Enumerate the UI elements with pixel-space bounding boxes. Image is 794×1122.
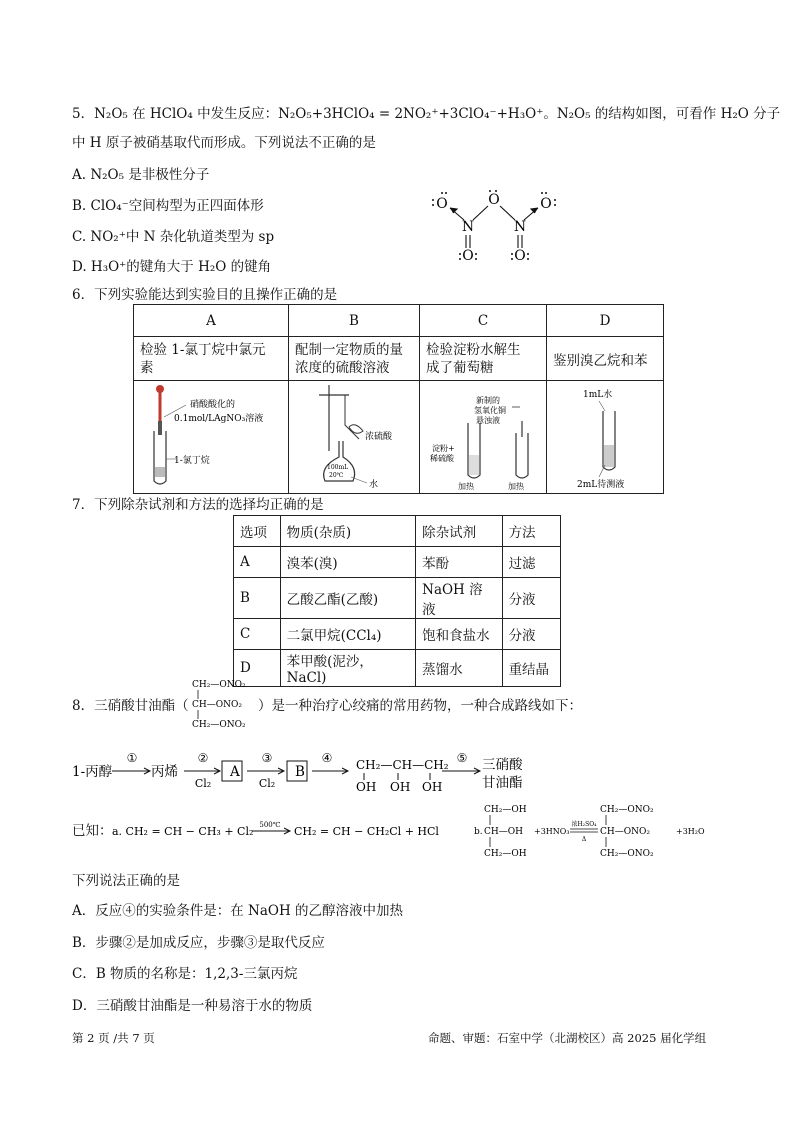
svg-text:⑤: ⑤: [456, 751, 468, 765]
footer-credit: 命题、审题：石室中学（北湖校区）高 2025 届化学组: [428, 1031, 707, 1045]
svg-text:CH₂—ONO₂: CH₂—ONO₂: [192, 720, 246, 730]
q7-stem: 7．下列除杂试剂和方法的选择均正确的是: [72, 497, 324, 513]
q8-option-c: C．B 物质的名称是：1,2,3-三氯丙烷: [72, 966, 298, 982]
q6-purpose-a: 检验 1-氯丁烷中氯元 素: [134, 337, 289, 381]
q7-header-substance: 物质(杂质): [280, 516, 416, 547]
atom-o-left: O: [436, 196, 448, 212]
atom-o-bottom-right: O: [514, 248, 526, 264]
svg-text:CH₂—OH: CH₂—OH: [484, 849, 527, 859]
q5-option-c: C. NO₂⁺中 N 杂化轨道类型为 sp: [72, 229, 275, 245]
svg-text:b.: b.: [474, 827, 483, 837]
q8-option-d: D．三硝酸甘油酯是一种易溶于水的物质: [72, 998, 313, 1014]
svg-text:CH—ONO₂: CH—ONO₂: [600, 827, 650, 837]
q6-header-d: D: [547, 305, 664, 337]
figc-label1: 新制的: [476, 396, 500, 405]
footer-page-number: 第 2 页 /共 7 页: [72, 1031, 155, 1045]
svg-text:CH₂—ONO₂: CH₂—ONO₂: [600, 805, 654, 815]
svg-text:CH₂—ONO₂: CH₂—ONO₂: [192, 680, 246, 690]
svg-text:CH—ONO₂: CH—ONO₂: [192, 700, 242, 710]
q6-header-b: B: [289, 305, 420, 337]
svg-text:CH₂—OH: CH₂—OH: [484, 805, 527, 815]
q8-ask: 下列说法正确的是: [72, 873, 180, 889]
figb-label3: 20℃: [329, 472, 344, 479]
svg-text:④: ④: [321, 751, 333, 765]
figc-label3: 悬浊液: [476, 416, 500, 425]
svg-text:③: ③: [261, 751, 273, 765]
figd-label1: 1mL水: [583, 390, 613, 400]
svg-text:+3HNO₃: +3HNO₃: [534, 827, 570, 836]
q6-header-c: C: [420, 305, 547, 337]
table-row: D 苯甲酸(泥沙，NaCl) 蒸馏水 重结晶: [234, 650, 561, 687]
q7-table: [233, 515, 561, 687]
svg-text:Cl₂: Cl₂: [194, 777, 212, 790]
q7-header-option: 选项: [234, 516, 281, 547]
svg-text:CH₂—ONO₂: CH₂—ONO₂: [600, 849, 654, 859]
q6-figure-a: [134, 381, 289, 494]
svg-text:②: ②: [197, 751, 209, 765]
known-reaction-a: [112, 818, 442, 844]
q5-option-b: B. ClO₄⁻空间构型为正四面体形: [72, 198, 264, 214]
q8-option-a: A．反应④的实验条件是：在 NaOH 的乙醇溶液中加热: [72, 903, 404, 919]
svg-text:+3H₂O: +3H₂O: [676, 827, 705, 836]
q5-stem-line1: 5．N₂O₅ 在 HClO₄ 中发生反应：N₂O₅+3HClO₄ = 2NO₂⁺+3ClO₄⁻+H₃O⁺。N₂O₅ 的结构如图，可看作 H₂O 分子: [72, 106, 781, 122]
q5-stem-line2: 中 H 原子被硝基取代而形成。下列说法不正确的是: [72, 135, 376, 151]
figc-label4: 淀粉+: [432, 444, 455, 453]
atom-o-bottom-left: O: [462, 248, 474, 264]
figc-label7: 加热: [508, 482, 524, 491]
q7-header-reagent: 除杂试剂: [416, 516, 502, 547]
figc-label6: 加热: [458, 482, 474, 491]
figb-label2: 100mL: [327, 464, 349, 471]
table-row: A 溴苯(溴) 苯酚 过滤: [234, 547, 561, 578]
q5-option-d: D. H₃O⁺的键角大于 H₂O 的键角: [72, 259, 272, 275]
q6-purpose-c: 检验淀粉水解生 成了葡萄糖: [420, 337, 547, 381]
q6-figure-b: [289, 381, 420, 494]
q8-option-b: B．步骤②是加成反应，步骤③是取代反应: [72, 935, 325, 951]
atom-o-right: O: [540, 196, 552, 212]
q6-purpose-d: 鉴别溴乙烷和苯: [547, 337, 664, 381]
q6-figure-c: [420, 381, 547, 494]
route-box-a-label: A: [230, 764, 240, 780]
q6-header-a: A: [134, 305, 289, 337]
atom-n-right: N: [513, 219, 527, 235]
known-label: 已知：: [72, 823, 113, 839]
figa-label2: 0.1mol/LAgNO₃溶液: [174, 414, 264, 424]
route-box-b-label: B: [295, 764, 305, 780]
svg-text:Cl₂: Cl₂: [258, 777, 276, 790]
q8-stem-end: ）是一种治疗心绞痛的常用药物，一种合成路线如下：: [258, 698, 582, 714]
route-propene: 丙烯: [151, 764, 178, 780]
route-product-line1: 三硝酸: [482, 757, 523, 773]
table-row: B 乙酸乙酯(乙酸) NaOH 溶液 分液: [234, 578, 561, 619]
atom-n-left: N: [461, 219, 475, 235]
route-start: 1-丙醇: [72, 764, 113, 780]
figb-label1: 浓硫酸: [365, 432, 393, 442]
q6-purpose-b: 配制一定物质的量 浓度的硫酸溶液: [289, 337, 420, 381]
figc-label2: 氢氧化铜: [474, 406, 506, 415]
q6-figure-d: [547, 381, 664, 494]
svg-text:CH—OH: CH—OH: [484, 827, 523, 837]
n2o5-structure: [428, 188, 568, 266]
q7-header-method: 方法: [502, 516, 560, 547]
figd-label2: 2mL待测液: [577, 480, 625, 490]
q8-stem-start: 8．三硝酸甘油酯（: [72, 698, 189, 714]
svg-text:OH: OH: [390, 780, 411, 794]
q6-stem: 6．下列实验能达到实验目的且操作正确的是: [72, 287, 338, 303]
svg-text:OH: OH: [356, 780, 377, 794]
route-product-line2: 甘油酯: [482, 775, 523, 791]
figa-label3: 1-氯丁烷: [174, 456, 210, 466]
svg-text:OH: OH: [422, 780, 443, 794]
figa-label1: 硝酸酸化的: [190, 400, 236, 410]
q6-table: [133, 304, 664, 494]
svg-text:浓H₂SO₄: 浓H₂SO₄: [571, 821, 597, 828]
route-glycerol: CH₂—CH—CH₂: [356, 758, 449, 772]
svg-text:①: ①: [126, 751, 138, 765]
svg-text:Δ: Δ: [581, 836, 587, 843]
table-row: C 二氯甲烷(CCl₄) 饱和食盐水 分液: [234, 619, 561, 650]
svg-text:500℃: 500℃: [259, 821, 281, 829]
q8-synthesis-route: [72, 748, 542, 794]
figc-label5: 稀硫酸: [430, 454, 454, 463]
figb-label4: 水: [369, 480, 379, 490]
svg-text:a. CH₂ = CH − CH₃ + Cl₂: a. CH₂ = CH − CH₃ + Cl₂: [112, 825, 254, 838]
known-reaction-b: [468, 800, 712, 862]
q5-option-a: A. N₂O₅ 是非极性分子: [72, 167, 210, 183]
svg-text:CH₂ = CH − CH₂Cl + HCl: CH₂ = CH − CH₂Cl + HCl: [294, 825, 439, 838]
atom-o-center: O: [488, 192, 500, 208]
